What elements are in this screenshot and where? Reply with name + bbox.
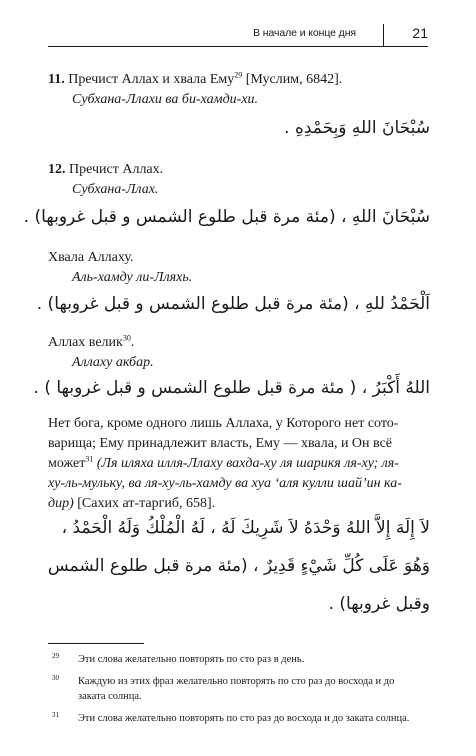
item-number: 12.: [48, 162, 66, 177]
footnote-31: [48, 711, 430, 726]
transliteration: Субхана-Ллахи ва би-хамди-хи.: [72, 92, 259, 107]
footnote-number: 30: [52, 674, 59, 682]
paragraph-line: варища; Ему принадлежит власть, Ему — хвала, и Он всё: [48, 436, 392, 451]
arabic-text-line-2: وَهُوَ عَلَى كُلِّ شَيْءٍ قَدِيرٌ ، (مئة مرة قبل طلوع الشمس: [47, 556, 430, 576]
running-title: В начале и конце дня: [253, 27, 356, 39]
item-text-end: .: [130, 335, 135, 350]
item-number: 11.: [48, 72, 65, 87]
transliteration: Субхана-Ллах.: [72, 182, 159, 197]
header-divider: [383, 24, 384, 46]
footnote-number: 31: [52, 711, 59, 719]
praise-item: [48, 248, 430, 288]
footnote-divider: [48, 643, 144, 644]
arabic-text: سُبْحَانَ اللهِ وَبِحَمْدِهِ .: [284, 118, 430, 138]
arabic-text: اَلْحَمْدُ للهِ ، (مئة مرة قبل طلوع الشمس و قبل غروبها) .: [36, 294, 430, 314]
arabic-text-line-1: لاَ إِلَهَ إِلاَّ اللهُ وَحْدَهُ لاَ شَرِيكَ لَهُ ، لَهُ الْمُلْكُ وَلَهُ الْحَمْدُ ،: [61, 518, 430, 538]
running-header: [48, 24, 428, 47]
footnote-ref: 31: [85, 454, 94, 464]
footnote-29: [48, 652, 430, 667]
footnote-30: [48, 674, 430, 704]
transliteration: (Ля иляха илля-Ллаху вахда-ху ля шарикя ля-ху; ля-: [93, 456, 399, 471]
footnote-text: Эти слова желательно повторять по сто раз в день.: [78, 654, 305, 665]
footnote-number: 29: [52, 652, 59, 660]
takbir-item: [48, 333, 430, 373]
transliteration: Аллаху акбар.: [72, 355, 154, 370]
item-11: [48, 70, 430, 110]
paragraph-text: может: [48, 456, 86, 471]
arabic-text: اللهُ أَكْبَرُ ، ( مئة مرة قبل طلوع الشمس و قبل غروبها ) .: [33, 378, 430, 398]
item-text: Пречист Аллах.: [69, 162, 164, 177]
arabic-text: سُبْحَانَ اللهِ ، (مئة مرة قبل طلوع الشمس و قبل غروبها) .: [23, 207, 430, 227]
footnote-text: Каждую из этих фраз желательно повторять по сто раз до восхода и до: [78, 676, 395, 687]
source-reference: [Сахих ат-таргиб, 658].: [73, 496, 216, 511]
footnote-ref: 29: [234, 70, 243, 80]
footnote-ref: 30: [122, 333, 131, 343]
item-text: Хвала Аллаху.: [48, 250, 134, 265]
transliteration: ху-ль-мульку, ва ля-ху-ль-хамду ва хуа ‘аля кулли шай’ин ка-: [48, 476, 402, 491]
page-number: 21: [412, 25, 428, 41]
transliteration: Аль-хамду ли-Лляхь.: [72, 270, 193, 285]
item-12: [48, 160, 430, 200]
source-reference: [Муслим, 6842].: [245, 72, 343, 87]
item-text: Аллах велик: [48, 335, 123, 350]
item-text: Пречист Аллах и хвала Ему: [68, 72, 235, 87]
footnote-text: заката солнца.: [78, 691, 142, 702]
arabic-text-line-3: وقبل غروبها) .: [328, 594, 430, 614]
tahlil-paragraph: [48, 414, 430, 514]
paragraph-line: Нет бога, кроме одного лишь Аллаха, у Которого нет сото-: [48, 416, 399, 431]
transliteration: дир): [48, 496, 74, 511]
footnote-text: Эти слова желательно повторять по сто раз до восхода и до заката солнца.: [78, 713, 410, 724]
